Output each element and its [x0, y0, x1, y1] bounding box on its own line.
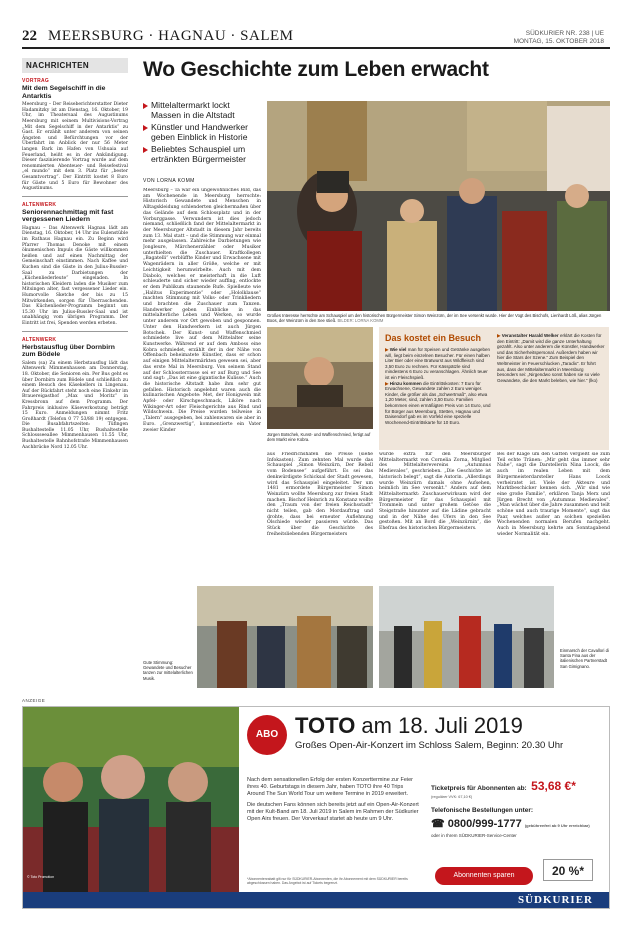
- section-title: MEERSBURG · HAGNAU · SALEM: [48, 28, 294, 44]
- caption-text: Großes Interesse herrschte am Schauspiel um den historischen Bürgermeister Simon Weinzürn, der im See versenkt wurde. Hier der Vogt des Bischofs, Lienhardt Löß, alias Jürgen Boos, der Weinzürn in den See stieß.: [267, 313, 602, 324]
- main-photo-caption: [267, 313, 610, 323]
- bullet-item: [143, 100, 261, 120]
- brief-title: Mit dem Segelschiff in die Antarktis: [22, 85, 106, 100]
- info-text: die Eintrittskosten: 7 Euro für Erwachsene, Gewandete zahlen 2 Euro weniger. Kinder, die größer als das „Schwertmaß“, also etwa 1,20 Meter, sind, zahlen 3,50 Euro. Familien bekommen einen ermäßigten Preis von 14 Euro, und für Bürger aus Meersburg, Stetten, Hagnau und Daisendorf gab es im Vorfeld eine spezielle Wochenend-Eintrittskarte für 10 Euro.: [385, 380, 491, 425]
- ad-subtitle: Großes Open-Air-Konzert im Schloss Salem, Beginn: 20.30 Uhr: [295, 740, 564, 751]
- divider: [22, 196, 128, 197]
- article-headline: Wo Geschichte zum Leben erwacht: [143, 58, 489, 81]
- advertisement-label: ANZEIGE: [22, 698, 46, 703]
- info-text: erklärt die Kosten für den Eintritt: „Damit wird die ganze Unterhaltung gezahlt. Also unter anderem die Künstler, Handwerker und das Sicherheitspersonal. Außerdem haben wir hier die Stars der Szene.“ Zum Beispiel den Weltmeister im Feuerschlucken „Taradix“. Er führt aus, dass der Mittelaltermarkt in Meersburg besonders sei: „Nirgendwo sonst haben sie so viele Gewandete, die den Markt beleben, wie hier.“ (lko): [497, 333, 605, 383]
- ad-footnote: *Abonnentenrabatt gilt nur für SÜDKURIER-Abonnenten, die ihr Abonnement mit dem SÜDKURIER bereits abgeschlossen haben. Das Angebot ist auf Tickets begrenzt.: [247, 877, 408, 886]
- news-briefs-heading: NACHRICHTEN: [22, 58, 128, 73]
- paper-issue-info: [514, 30, 604, 46]
- ad-title: [295, 713, 523, 739]
- procession-photo-caption: Einmarsch der Cavallori di Santa Fina aus der italienischen Partnerstadt San Gimignano.: [560, 648, 609, 669]
- bullet-text: Künstler und Handwerker geben Einblick in Historie: [151, 122, 248, 142]
- photo-credit: BILDER: LORNA KOMM: [337, 318, 384, 324]
- info-box-column-2: [497, 333, 605, 447]
- info-lead: Wie viel: [389, 347, 407, 352]
- ticket-price-label: Ticketpreis für Abonnenten ab:: [431, 785, 527, 792]
- phone-number[interactable]: [431, 817, 606, 830]
- brief-body: Meersburg – Der Reiseberichterstatter Dieter Hadamitzky ist am Dienstag, 16. Oktober, 19 Uhr, im Theatersaal des Augustinums Meersburg mit seinem Multivisions-Vortrag „Mit dem Segelschiff in der Antarktis“ zu Gast. Er erzählt unter anderem von seinen Ängsten und Befürchtungen vor der Überfahrt im Anblick der nur 56 Meter langen Bark im Hafen von Ushuaia auf Feuerland, heißt es in der Ankündigung. Dieser faszinierende Vortrag wurde auf dem renommierten Abenteuer- und Reisefestival „el mundo“ mit dem 3. Platz für „bester Gesamtvortrag“. Der Eintritt kostet 8 Euro für Gäste und 5 Euro für Bewohner des Augustinums.: [22, 102, 128, 192]
- service-center-note: oder in Ihrem SÜDKURIER-Service-Center: [431, 833, 517, 838]
- abo-badge: ABO: [247, 715, 287, 755]
- bullet-item: [143, 144, 261, 164]
- main-photo-illustration: [267, 101, 610, 311]
- ad-body-paragraph: Nach dem sensationellen Erfolg der ersten Konzerttermine zur Feier ihres 40. Geburtstags in diesem Jahr, haben TOTO ihre 40 Trips Around The Sun World Tour um weitere Termine in 2019 erweitert.: [247, 777, 413, 797]
- ad-photo-credit: © Toto Promotion: [27, 875, 55, 879]
- paper-date-line: MONTAG, 15. OKTOBER 2018: [513, 38, 604, 45]
- phone-number-text[interactable]: 0800/999-1777: [447, 818, 522, 830]
- article-column-4: Bei der Klage um den Gatten vergießt sie zum Teil echte Tränen: „Mir geht das immer sehr Nahe“, sagt die Darstellerin Nina Loock, die auch im realen Leben mit dem Bürgermeisterdarsteller Hans Loock verheiratet ist. Viele der Akteure und Marktbeschicker kennen sich. „Wir sind wie eine große Familie“, erklären Tanja Merx und Jürgen Brecht von „Autumnus Medievales“. „Man wächst über die Jahre zusammen und teilt schöne und auch traurige Momente“, sagt das Paar, welches außer an solchen speziellen Wochenenden normalen Berufen nachgeht. Auch in Meersburg kehrte am Sonntagabend wieder Normalität ein.: [497, 452, 610, 537]
- toto-concert-ad[interactable]: [22, 706, 610, 909]
- photo-dancing: [197, 586, 373, 688]
- byline: VON LORNA KOMM: [143, 178, 195, 184]
- article-column-3: wurde extra für den Meersburger Mittelaltermarkt von Cornelia Zorna, Mitglied des Mittelalterevereins „Autumnus Medievales“, geschrieben. „Die Geschichte ist historisch belegt“, sagt die Autorin. „Allerdings wurde Weinzürn damals ohne Aufsehen, heimlich im See versenkt.“ Anders auf dem Mittelaltermarkt: Zuschauerwirksam wird der Bürgermeister für das Schauspiel mit Trommeln und unter großem Getöse die Steigstraße hinunter auf die Lädine gebracht und in der Nähe des Ufers in den See gestoßen. Mit an Bord die „Weinzürnin“, die Ehefrau des historischen Bürgermeisters.: [379, 452, 491, 532]
- info-bullet-icon: ▶: [385, 347, 390, 352]
- bullet-item: [143, 122, 261, 142]
- bullet-text: Mittelaltermarkt lockt Massen in die Altstadt: [151, 100, 235, 120]
- ad-order-info: [431, 777, 606, 838]
- header-rule: [22, 47, 610, 49]
- brief-kicker: VORTRAG: [22, 78, 50, 84]
- phone-order-label: Telefonische Bestellungen unter:: [431, 807, 534, 814]
- dancing-photo-caption: Gute Stimmung: Gewandete und Besucher tanzen zur mittelalterlichen Musik.: [143, 660, 193, 681]
- brief-title: Seniorennachmittag mit fast vergessenen Liedern: [22, 208, 114, 224]
- brief-body: Salem (sa) Zu einem Herbstausflug lädt das Altenwerk Mimmenhausen am Donnerstag, 18. Oktober, die Senioren ein. Per Bus geht es über Dornbirn zum Bödele und schließlich zu einem Besuch des Käsekellers in Lingenau. Auf der Rückfahrt steht noch eine Einkehr im Brauereigasthof „Max und Moritz“ in Kressbronn auf dem Programm. Der Fahrpreis inklusive Käseverkostung beträgt 15 Euro. Anmeldungen nimmt Fritz Großhardt (Telefon 0 77 53/88 19) entgegen. Die Busabfahrtszeiten: Tüfingen Bushaltestelle 11.05 Uhr, Bushaltestelle Schlossseeallee Mimmenhausen 11.55 Uhr, Bushaltestelle Bahnhofstraße Mimmenhausen Aachbrücke Nord 12.05 Uhr.: [22, 360, 128, 450]
- subscriber-save-button[interactable]: Abonnenten sparen: [435, 867, 533, 885]
- article-column-2: aus Friedrichshafen die Preise (siehe Infokasten). Zum zehnten Mal wurde das Schauspiel „Simon Weinzürn, Der Rebell vom Bodensee“ aufgeführt. Es sei das denkwürdigste Schicksal der Stadt gewesen, wird das Schauspiel eingeleitet. Der um 1481 ermordete Bürgermeister Simon Weinzürn wollte Meersburg zur freien Stadt machen. Bischof Heinrich zu Konstanz wollte den „Traum von der freien Reichsstadt“ nicht teilen, gab den Mordauftrag und drohte, dass bei erneuter Auflehnung Ölschiede wieder passieren würde. Das Stück über die Geschichte des freiheitsliebenden Bürgermeisters: [267, 452, 373, 537]
- info-box-column-1: [385, 347, 491, 447]
- dancing-photo-illustration: [197, 586, 373, 688]
- bullet-arrow-icon: [143, 125, 148, 131]
- main-photo-theatre: [267, 101, 610, 311]
- brief-body: Hagnau – Das Altenwerk Hagnau lädt am Dienstag, 16. Oktober, 14 Uhr ins Eulenstüble im Rathaus Hagnau ein. Zu Beginn wird Pfarrer Thomas Denoke mit einem ökumenischen Impuls die Gäste willkommen heißen und auf einen Nachmittag der Gemeinschaft einstimmen. Nach Kaffee und Kuchen sind die Gäste in den Julius-Bussler-Saal zu Darbietungen der „Küchenliederleute“ eingeladen. In historischen Kleidern laden die Musiker zum Mitsingen alter, fast vergessener Lieder ein. Humorvolle Sketche der bis zu 15 Mitwirkenden, sorgen für Überraschenden. Das Küchenlieder-Programm beginnt um 15.30 Uhr im Julius-Bussler-Saal und ist unabhängig vom übrigen Programm. Der Eintritt ist frei, Spenden werden erbeten.: [22, 225, 128, 326]
- divider: [22, 331, 128, 332]
- info-lead: Hinzu kommen: [389, 380, 422, 386]
- info-lead: Veranstalter Harald Welker: [501, 333, 559, 338]
- paper-issue-line: SÜDKURIER NR. 238 | UE: [525, 30, 604, 37]
- ad-body: [247, 777, 419, 827]
- info-box: [379, 327, 609, 450]
- procession-photo-illustration: [379, 586, 554, 688]
- news-briefs-column: [22, 58, 128, 663]
- brand-band: [23, 892, 609, 908]
- photo-procession: [379, 586, 554, 688]
- article-bullets: [143, 100, 261, 166]
- band-photo-illustration: [23, 707, 239, 892]
- smith-photo-illustration: [267, 327, 373, 429]
- phone-note: (gebührenfrei ab 9 Uhr erreichbar): [524, 823, 590, 828]
- bullet-arrow-icon: [143, 147, 148, 153]
- regular-price-note: (regulärer VVK: 67,10 €): [431, 795, 473, 799]
- ad-title-band: TOTO: [295, 713, 356, 738]
- article-column-1: Meersburg – Ta war ein ungewöhnliches Bild, das am Wochenende in Meersburg herrschte: Historisch Gewandete und Menschen in Alltagskleidung schlenderten gleichermaßen über das Gelände auf dem Schlossplatz und in der Vorburggasse. Verwundern ist dies jedoch niemand, schließlich fand der Mittelaltermarkt in der Meersburger Altstadt in diesem Jahr bereits zum 13. Mal statt – und die Stimmung war einmal mehr ausgelassen. Zahlreiche Darbietungen wie Jongleure, Märchenerzähler oder Musiker unterhielten die Zuschauer. Kraftkollegen „Bagatelli“ verblüffte Kinder und Erwachsene mit Wagenrädern in aller Größe, welche er mit Leichtigkeit herumwirbelte. Auch mit dem Diabolo, welches er meisterhaft in die Luft schleuderte und sicher wieder auffing, entlockte er dem Publikum staunende Rufe. Spielleute wie „Halitus Experimentie“ oder „Hololklause“ machten Stimmung mit Volks- oder Trinkliedern und brachten die Zuschauer zum Tanzen. Handwerker geben Einblicke in das mittelalterliche Leben und Werken, so wurde unter anderem vor Ort gewoben und gesponnen. Unter den Handwerkern ist auch Jürgen Botschek. Der Kunst- und Waffenschmied schmiedete live auf dem Mittelalter seine Kunstwerke. Während er auf dem Amboss eine Kobra schmiedet, erzählt der in der Nähe von Offenbach beheimatete Künstler, dass er schon auf einigen Mittelaltermärkten gewesen sei, aber das erste Mal in Meersburg. Von seinem Stand auf der Schlossterrasse sei er auf Burg und See und sagt: „Das ist eine gigantische Kulisse.“ Auch die historische Altstadt habe ihm sehr gut gefallen. Historisch angelehnt waren auch die kulinarischen Angebote: Met, der Honigwein mit Apfel- oder Kirschgeschmack, Liköre nach Wikinger-Art oder Fleischgerichte aus Rind und Wildschwein. Die Preise wurden teilweise in „Talern“ ausgegeben, bei zahlenwaren sie aber in Euro. „Grenzwertig“, kommentierte ein Vater zweier Kinder: [143, 188, 261, 433]
- brief-title: Herbstausflug über Dornbirn zum Bödele: [22, 343, 115, 359]
- info-box-title: Das kostet ein Besuch: [385, 333, 482, 343]
- info-bullet-icon: ▶: [385, 380, 390, 386]
- ticket-price: 53,68 €*: [531, 779, 576, 793]
- sudkurier-logo: SÜDKURIER: [517, 894, 593, 906]
- photo-smith: [267, 327, 373, 429]
- info-bullet-icon: ▶: [497, 333, 502, 338]
- ticket-price-row: [431, 777, 606, 795]
- bullet-arrow-icon: [143, 103, 148, 109]
- ad-body-paragraph: Die deutschen Fans können sich bereits jetzt auf ein Open-Air-Konzert mit der Kult-Band am 18. Juli 2019 in Salem im Rahmen der Südkurier Open Airs freuen. Der Vorverkauf startet ab heute um 9 Uhr.: [247, 802, 419, 822]
- page-number: 22: [22, 28, 37, 44]
- ad-title-date: am 18. Juli 2019: [355, 713, 523, 738]
- brief-kicker: ALTENWERK: [22, 336, 57, 343]
- info-text: man für Speisen und Getränke ausgeben will, liegt beim einzelnen Besucher. Für einen halben Liter Bier oder eine Bratwurst aus Wildfleisch sind 3,50 Euro zu rechnen. Für Kässpätzle sind mindestens 6 Euro zu veranschlagen. Ähnlich teuer ist ein Fleischspieß.: [385, 347, 491, 380]
- smith-photo-caption: Jürgen Botschek, Kunst- und Waffenschmied, fertigt auf dem Markt eine Kobra.: [267, 432, 371, 443]
- brief-kicker: ALTENWERK: [22, 201, 57, 208]
- discount-percent-badge: 20 %*: [543, 859, 593, 881]
- band-photo: [23, 707, 239, 892]
- phone-icon: ☎: [431, 818, 448, 830]
- bullet-text: Beliebtes Schauspiel um ertränkten Bürgermeister: [151, 144, 247, 164]
